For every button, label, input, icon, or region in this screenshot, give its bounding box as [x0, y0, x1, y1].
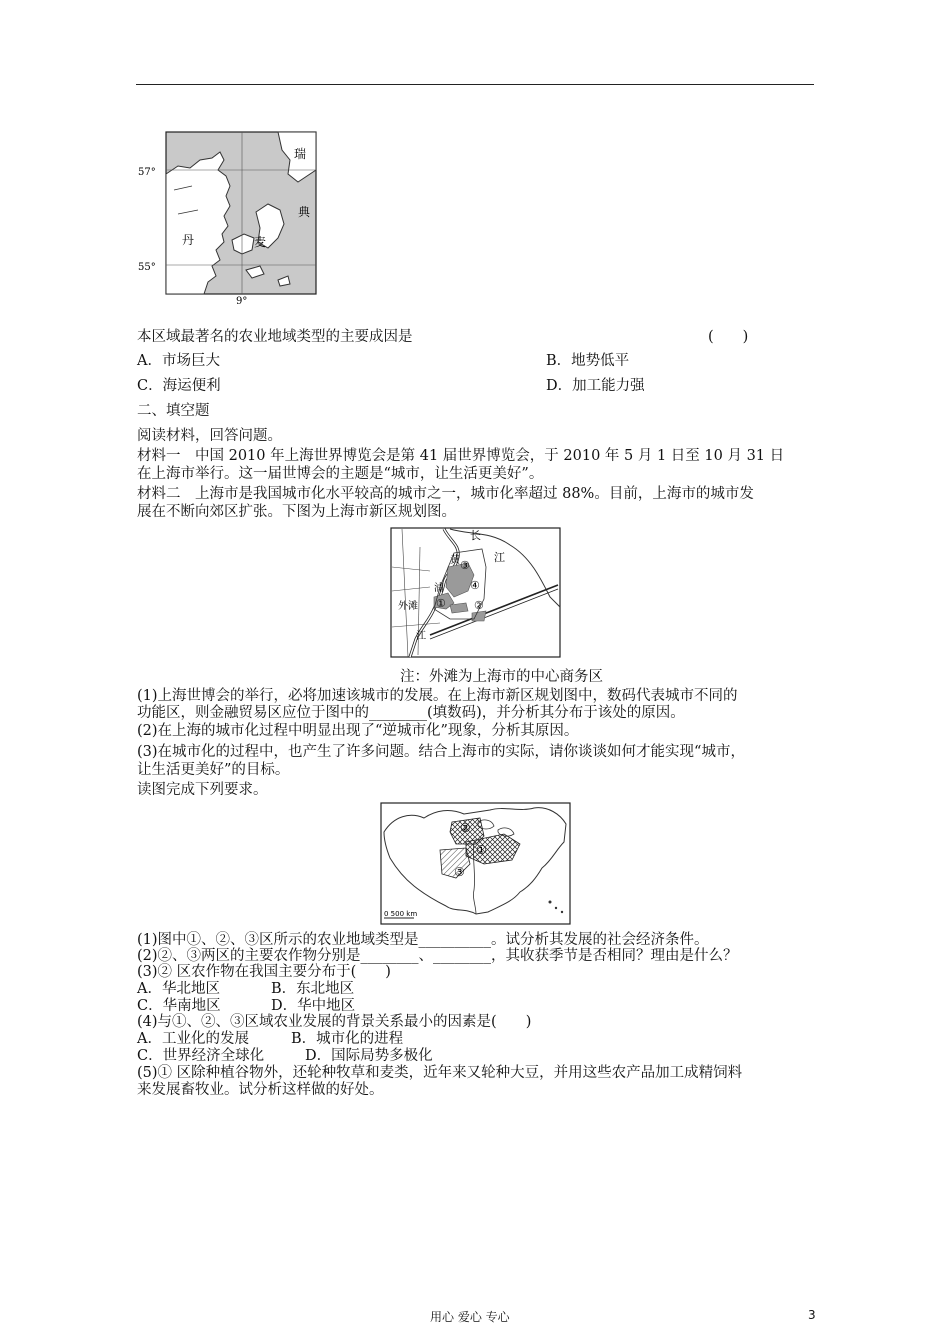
label-jiang-south: 江: [416, 631, 426, 642]
s4-option-c: C．世界经济全球化: [137, 1048, 265, 1064]
map-note: 注：外滩为上海市的中心商务区: [400, 669, 603, 685]
read-map-text: 读图完成下列要求。: [137, 782, 268, 798]
region-3: ③: [454, 865, 465, 879]
answer-paren: ( ): [708, 329, 749, 345]
header-rule: [136, 84, 814, 85]
label-mai: 麦: [254, 235, 267, 249]
s3-option-b: B．东北地区: [271, 981, 355, 997]
material1-line1: 材料一 中国 2010 年上海世界博览会是第 41 届世界博览会，于 2010 年 5 月 1 日至 10 月 31 日: [137, 448, 785, 464]
lon-9-label: 9°: [236, 296, 248, 305]
zone-4: ④: [470, 579, 480, 592]
lat-57-label: 57°: [138, 167, 156, 178]
option-c: C．海运便利: [137, 378, 221, 394]
s4-option-a: A．工业化的发展: [137, 1031, 249, 1047]
page-number: 3: [808, 1308, 816, 1322]
p2-text: (2)在上海的城市化过程中明显出现了“逆城市化”现象，分析其原因。: [137, 723, 579, 739]
option-b: B．地势低平: [546, 353, 630, 369]
material1-line2: 在上海市举行。这一届世博会的主题是“城市，让生活更美好”。: [137, 466, 544, 482]
label-jiang-east: 江: [494, 551, 505, 564]
region-1: ①: [476, 843, 487, 857]
option-d: D．加工能力强: [546, 378, 645, 394]
p3-line1: (3)在城市化的过程中，也产生了许多问题。结合上海市的实际，请你谈谈如何才能实现“城市，: [137, 744, 745, 760]
s4-option-b: B．城市化的进程: [291, 1031, 404, 1047]
label-dan: 丹: [182, 233, 195, 247]
material2-line1: 材料二 上海市是我国城市化水平较高的城市之一，城市化率超过 88%。目前，上海市的城市发: [137, 486, 754, 502]
label-waitan: 外滩: [398, 601, 418, 612]
label-pu: 浦: [434, 583, 444, 594]
label-rui: 瑞: [294, 147, 307, 161]
question-stem: 本区域最著名的农业地域类型的主要成因是: [137, 329, 413, 345]
usa-map: [380, 802, 572, 926]
zone-3: ③: [460, 559, 470, 572]
scale-bar-label: 0 500 km: [384, 910, 418, 918]
s4-option-d: D．国际局势多极化: [305, 1048, 433, 1064]
denmark-map: [138, 130, 323, 305]
zone-2: ②: [474, 599, 484, 612]
intro-text: 阅读材料，回答问题。: [137, 428, 282, 444]
s5-line1: (5)① 区除种植谷物外，还轮种牧草和麦类，近年来又轮种大豆，并用这些农产品加工成精饲料: [137, 1065, 743, 1081]
label-huang: 黄: [450, 555, 460, 566]
region-2: ②: [460, 821, 471, 835]
p1-line1: (1)上海世博会的举行，必将加速该城市的发展。在上海市新区规划图中，数码代表城市不同的: [137, 688, 738, 704]
s5-line2: 来发展畜牧业。试分析这样做的好处。: [137, 1082, 384, 1098]
s1-text: (1)图中①、②、③区所示的农业地域类型是__________。试分析其发展的社会经济条件。: [137, 932, 709, 948]
shanghai-map: [390, 527, 562, 659]
material2-line2: 展在不断向郊区扩张。下图为上海市新区规划图。: [137, 504, 456, 520]
lat-55-label: 55°: [138, 262, 156, 273]
label-dian: 典: [298, 205, 311, 219]
s2-text: (2)②、③两区的主要农作物分别是________、________，其收获季节是否相同？理由是什么？: [137, 948, 738, 964]
label-chang: 长: [470, 529, 481, 542]
s3-option-d: D．华中地区: [271, 998, 356, 1014]
p3-line2: 让生活更美好”的目标。: [137, 762, 290, 778]
section-title: 二、填空题: [137, 403, 210, 419]
s3-text: (3)② 区农作物在我国主要分布于( ): [137, 964, 391, 980]
p1-line2: 功能区，则金融贸易区应位于图中的________(填数码)，并分析其分布于该处的原因。: [137, 705, 685, 721]
s4-text: (4)与①、②、③区域农业发展的背景关系最小的因素是( ): [137, 1014, 532, 1030]
s3-option-c: C．华南地区: [137, 998, 221, 1014]
s3-option-a: A．华北地区: [137, 981, 220, 997]
footer-text: 用心 爱心 专心: [430, 1310, 510, 1324]
option-a: A．市场巨大: [137, 353, 220, 369]
zone-1: ①: [436, 597, 446, 610]
